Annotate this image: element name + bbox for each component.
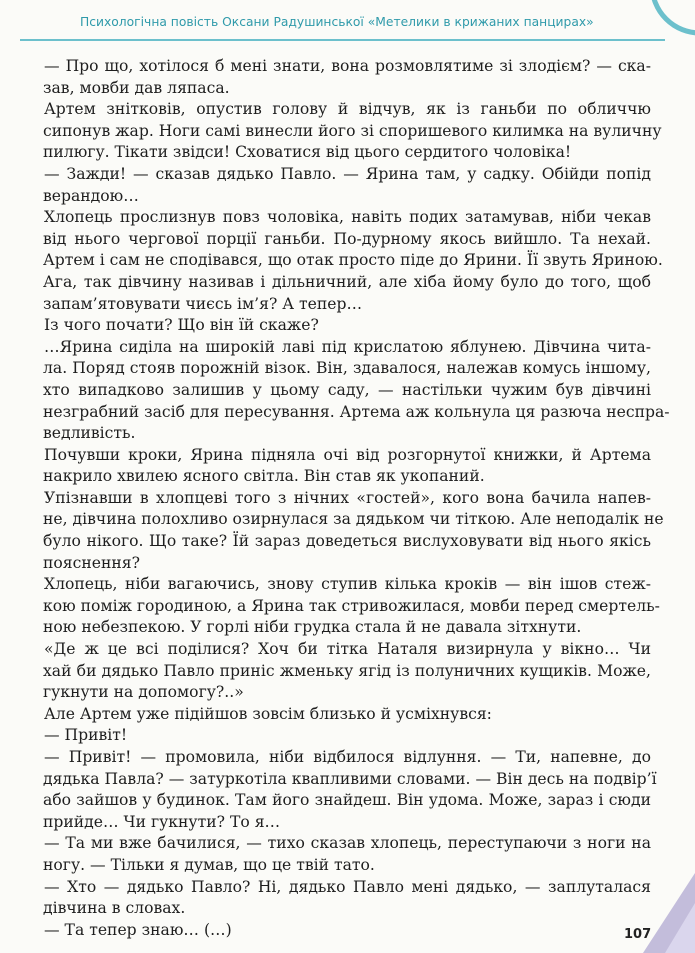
text-line-content: «Де ж це всі поділися? Хоч би тітка Наталя визирнула у вікно… Чи: [44, 640, 651, 659]
text-line: хай би дядько Павло приніс жменьку ягід із полуничних кущиків. Може,: [43, 661, 651, 680]
text-line-content: — Та ми вже бачилися, — тихо сказав хлопець, переступаючи з ноги на: [44, 834, 651, 853]
text-line: незграбний засіб для пересування. Артема аж кольнула ця разюча неспра-: [43, 402, 670, 421]
text-line: [44, 445, 651, 467]
text-line-content: Почувши кроки, Ярина підняла очі від розгорнутої книжки, й Артема: [44, 445, 651, 464]
text-line: [44, 725, 651, 747]
body-paragraphs: [43, 56, 670, 941]
text-line: [44, 704, 651, 726]
text-line: [44, 337, 651, 359]
text-line: хто випадково залишив у цьому саду, — настільки чужим був дівчині: [43, 380, 651, 399]
text-line: або зайшов у будинок. Там його знайдеш. Він удома. Може, зараз і сюди: [43, 791, 651, 810]
text-line: [44, 747, 651, 769]
text-line-content: — Хто — дядько Павло? Ні, дядько Павло мені дядько, — заплуталася: [44, 877, 651, 896]
text-line: ведливість.: [43, 424, 136, 443]
text-line-content: — Привіт! — промовила, ніби відбилося відлуння. — Ти, напевне, до: [44, 748, 651, 766]
text-line: зав, мовби дав ляпаса.: [43, 78, 230, 97]
story-text: [43, 56, 670, 941]
text-line: Артем і сам не сподівався, що отак просто піде до Ярини. Її звуть Яриною.: [43, 251, 663, 270]
text-line: ною небезпекою. У горлі ніби грудка стала й не давала зітхнути.: [43, 618, 582, 637]
text-line: ла. Поряд стояв порожній візок. Він, здавалося, належав комусь іншому,: [43, 359, 651, 378]
text-line: дівчина в словах.: [43, 899, 186, 918]
text-line: пояснення?: [43, 553, 140, 572]
text-line-content: — Привіт!: [44, 726, 128, 745]
text-line: [44, 920, 651, 942]
text-line: сипонув жар. Ноги самі винесли його зі споришевого килимка на вуличну: [43, 121, 662, 140]
text-line-content: Упізнавши в хлопцеві того з нічних «гостей», кого вона бачила напев-: [44, 488, 651, 507]
page-title: Психологічна повість Оксани Радушинської «Метелики в крижаних панцирах»: [80, 15, 594, 29]
text-line-content: Артем знітковів, опустив голову й відчув, як із ганьби по обличчю: [44, 100, 651, 119]
page-number: 107: [624, 927, 652, 942]
text-line-content: …Ярина сиділа на широкій лаві під крислатою яблунею. Дівчина чита-: [44, 337, 651, 356]
text-line: накрило хвилею ясного світла. Він став як укопаний.: [43, 467, 485, 486]
text-line: [44, 164, 651, 186]
text-line: [44, 56, 651, 78]
text-line-content: — Зажди! — сказав дядько Павло. — Ярина там, у садку. Обійди попід: [44, 164, 651, 183]
text-line: не, дівчина полохливо озирнулася за дядьком чи тіткою. Але неподалік не: [43, 510, 664, 529]
text-line: від нього чергової порції ганьби. По-дурному якось вийшло. Та нехай.: [43, 229, 651, 248]
running-header: [0, 0, 695, 48]
decorative-arc-icon: [645, 0, 695, 40]
text-line: [44, 833, 651, 855]
text-line: [44, 877, 651, 899]
text-line: верандою…: [43, 186, 139, 205]
text-line-content: Хлопець, ніби вагаючись, знову ступив кілька кроків — він ішов стеж-: [44, 575, 651, 594]
text-line: Ага, так дівчину називав і дільничний, але хіба йому було до того, щоб: [43, 272, 651, 291]
header-divider: [20, 39, 665, 41]
text-line: кою поміж городиною, а Ярина так стривожилася, мовби перед смертель-: [43, 596, 660, 615]
text-line-content: Із чого почати? Що він їй скаже?: [44, 316, 319, 335]
text-line-content: Хлопець прослизнув повз чоловіка, навіть подих затамував, ніби чекав: [44, 208, 651, 227]
text-line: пилюгу. Тікати звідси! Сховатися від цього сердитого чоловіка!: [43, 143, 572, 162]
text-line: [44, 574, 651, 596]
text-line: [44, 639, 651, 661]
text-line-content: — Та тепер знаю… (…): [44, 920, 232, 939]
text-line: [44, 315, 651, 337]
text-line: прийде… Чи гукнути? То я…: [43, 812, 281, 831]
text-line: дядька Павла? — затуркотіла квапливими словами. — Він десь на подвір’ї: [43, 769, 657, 788]
text-line: [44, 99, 651, 121]
text-line: [44, 207, 651, 229]
text-line: [44, 488, 651, 510]
text-line: гукнути на допомогу?..»: [43, 683, 244, 702]
text-line: запам’ятовувати чиєсь ім’я? А тепер…: [43, 294, 363, 313]
text-line-content: Але Артем уже підійшов зовсім близько й усміхнувся:: [44, 704, 492, 723]
text-line: ногу. — Тільки я думав, що це твій тато.: [43, 855, 375, 874]
text-line: було нікого. Що таке? Їй зараз доведеться вислуховувати від нього якісь: [43, 532, 651, 551]
text-line-content: — Про що, хотілося б мені знати, вона розмовлятиме зі злодієм? — ска-: [44, 57, 651, 75]
